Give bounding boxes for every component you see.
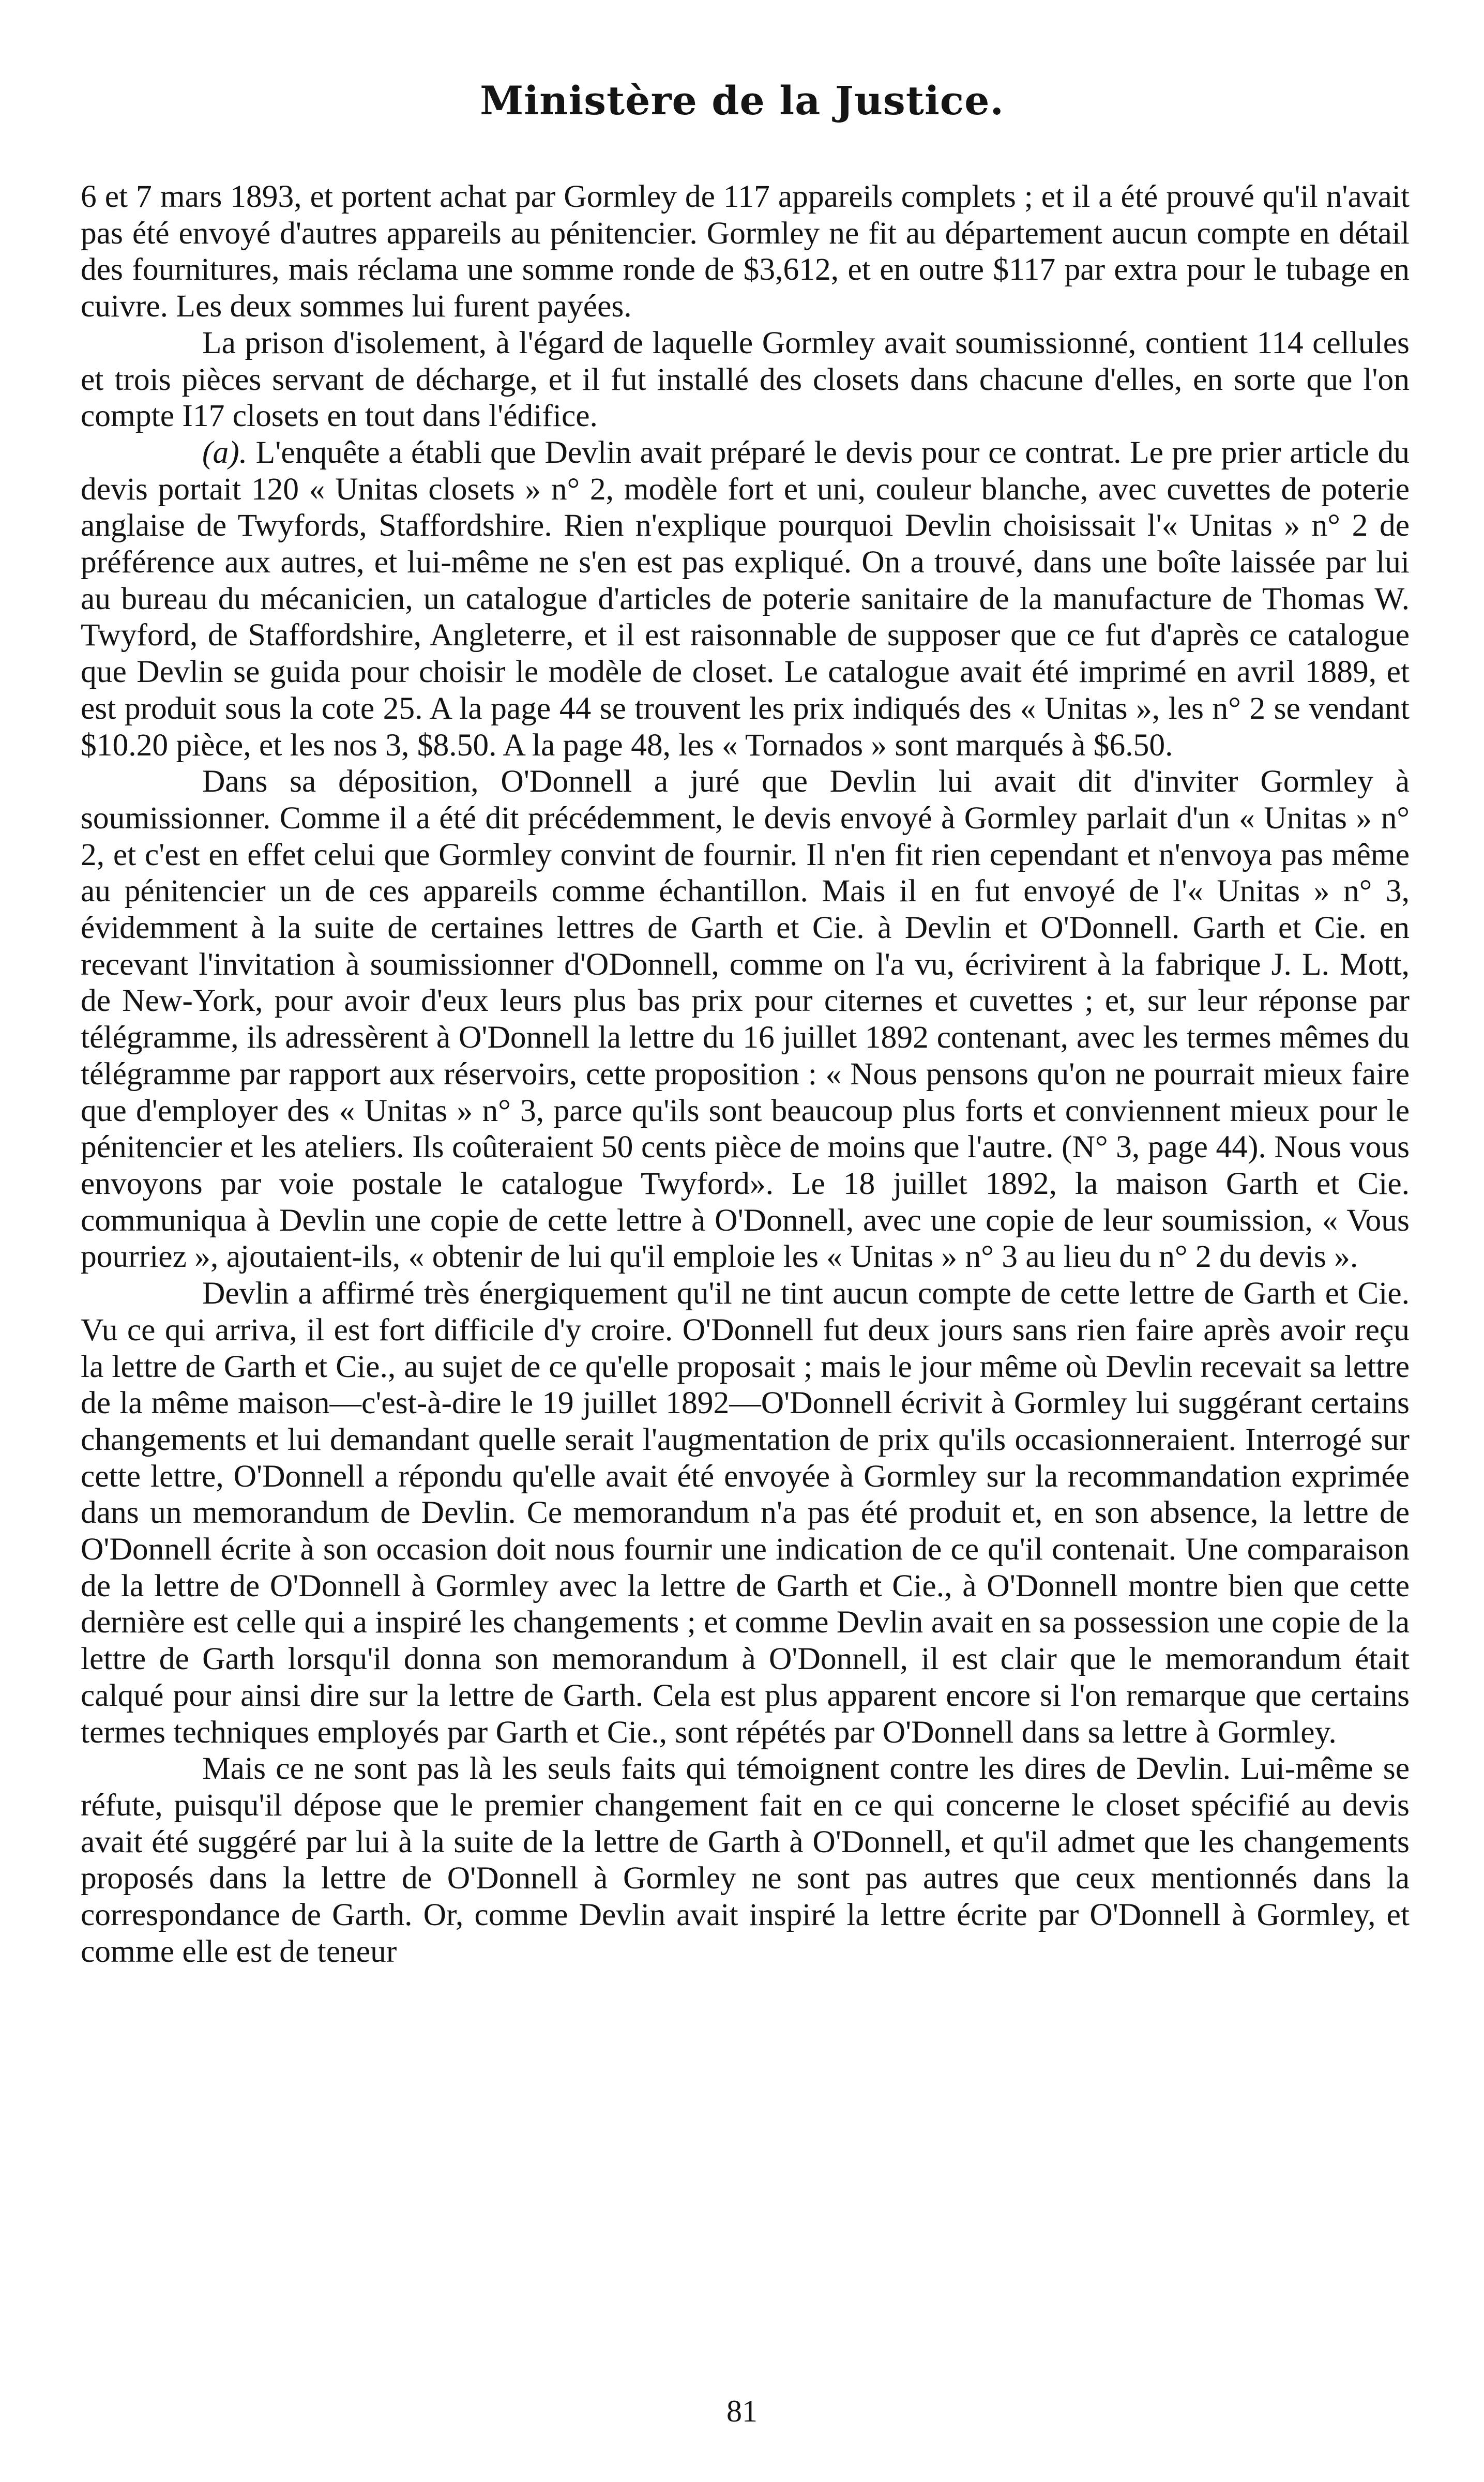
paragraph-5: Devlin a affirmé très énergiquement qu'il ne tint aucun compte de cette lettre de Garth et Cie. Vu ce qui arriva, il est fort difficile d'y croire. O'Donnell fut deux jours sans rien faire après avoir reçu la lettre de Garth et Cie., au sujet de ce qu'elle proposait ; mais le jour même où Devlin recevait sa lettre de la même maison—c'est-à-dire le 19 juillet 1892—O'Donnell écrivit à Gormley lui suggérant certains changements et lui demandant quelle serait l'augmentation de prix qu'ils occasionneraient. Interrogé sur cette lettre, O'Donnell a répondu qu'elle avait été envoyée à Gormley sur la recommandation exprimée dans un memorandum de Devlin. Ce memorandum n'a pas été produit et, en son absence, la lettre de O'Donnell écrite à son occasion doit nous fournir une indication de ce qu'il contenait. Une comparaison de la lettre de O'Donnell à Gormley avec la lettre de Garth et Cie., à O'Donnell montre bien que cette dernière est celle qui a inspiré les changements ; et comme Devlin avait en sa possession une copie de la lettre de Garth lorsqu'il donna son memorandum à O'Donnell, il est clair que le memorandum était calqué pour ainsi dire sur la lettre de Garth. Cela est plus apparent encore si l'on remarque que certains termes techniques employés par Garth et Cie., sont répétés par O'Donnell dans sa lettre à Gormley.: [81, 1276, 1410, 1750]
paragraph-6: Mais ce ne sont pas là les seuls faits qui témoignent contre les dires de Devlin. Lui-même se réfute, puisqu'il dépose que le premier changement fait en ce qui concerne le closet spécifié au devis avait été suggéré par lui à la suite de la lettre de Garth à O'Donnell, et qu'il admet que les changements proposés dans la lettre de O'Donnell à Gormley ne sont pas autres que ceux mentionnés dans la correspondance de Garth. Or, comme Devlin avait inspiré la lettre écrite par O'Donnell à Gormley, et comme elle est de teneur: [81, 1751, 1410, 1969]
body-text: [81, 178, 1410, 1970]
paragraph-2: La prison d'isolement, à l'égard de laquelle Gormley avait soumissionné, contient 114 cellules et trois pièces servant de décharge, et il fut installé des closets dans chacune d'elles, en sorte que l'on compte I17 closets en tout dans l'édifice.: [81, 325, 1410, 434]
paragraph-4: Dans sa déposition, O'Donnell a juré que Devlin lui avait dit d'inviter Gormley à soumissionner. Comme il a été dit précédemment, le devis envoyé à Gormley parlait d'un « Unitas » n° 2, et c'est en effet celui que Gormley convint de fournir. Il n'en fit rien cependant et n'envoya pas même au pénitencier un de ces appareils comme échantillon. Mais il en fut envoyé de l'« Unitas » n° 3, évidemment à la suite de certaines lettres de Garth et Cie. à Devlin et O'Donnell. Garth et Cie. en recevant l'invitation à soumissionner d'ODonnell, comme on l'a vu, écrivirent à la fabrique J. L. Mott, de New-York, pour avoir d'eux leurs plus bas prix pour citernes et cuvettes ; et, sur leur réponse par télégramme, ils adressèrent à O'Donnell la lettre du 16 juillet 1892 contenant, avec les termes mêmes du télégramme par rapport aux réservoirs, cette proposition : « Nous pensons qu'on ne pourrait mieux faire que d'employer des « Unitas » n° 3, parce qu'ils sont beaucoup plus forts et conviennent mieux pour le pénitencier et les ateliers. Ils coûteraient 50 cents pièce de moins que l'autre. (N° 3, page 44). Nous vous envoyons par voie postale le catalogue Twyford». Le 18 juillet 1892, la maison Garth et Cie. communiqua à Devlin une copie de cette lettre à O'Donnell, avec une copie de leur soumission, « Vous pourriez », ajoutaient-ils, « obtenir de lui qu'il emploie les « Unitas » n° 3 au lieu du n° 2 du devis ».: [81, 764, 1410, 1275]
paragraph-label: (a).: [202, 434, 248, 470]
paragraph-1: 6 et 7 mars 1893, et portent achat par Gormley de 117 appareils complets ; et il a été prouvé qu'il n'avait pas été envoyé d'autres appareils au pénitencier. Gormley ne fit au département aucun compte en détail des fournitures, mais réclama une somme ronde de $3,612, et en outre $117 par extra pour le tubage en cuivre. Les deux sommes lui furent payées.: [81, 179, 1410, 324]
page-number: 81: [726, 2394, 758, 2428]
paragraph-3-text: L'enquête a établi que Devlin avait préparé le devis pour ce contrat. Le pre prier article du devis portait 120 « Unitas closets » n° 2, modèle fort et uni, couleur blanche, avec cuvettes de poterie anglaise de Twyfords, Staffordshire. Rien n'explique pourquoi Devlin choisissait l'« Unitas » n° 2 de préférence aux autres, et lui-même ne s'en est pas expliqué. On a trouvé, dans une boîte laissée par lui au bureau du mécanicien, un catalogue d'articles de poterie sanitaire de la manufacture de Thomas W. Twyford, de Staffordshire, Angleterre, et il est raisonnable de supposer que ce fut d'après ce catalogue que Devlin se guida pour choisir le modèle de closet. Le catalogue avait été imprimé en avril 1889, et est produit sous la cote 25. A la page 44 se trouvent les prix indiqués des « Unitas », les n° 2 se vendant $10.20 pièce, et les nos 3, $8.50. A la page 48, les « Tornados » sont marqués à $6.50.: [81, 434, 1410, 763]
paragraph-3: [81, 434, 1410, 763]
page-title: Ministère de la Justice.: [480, 78, 1004, 124]
